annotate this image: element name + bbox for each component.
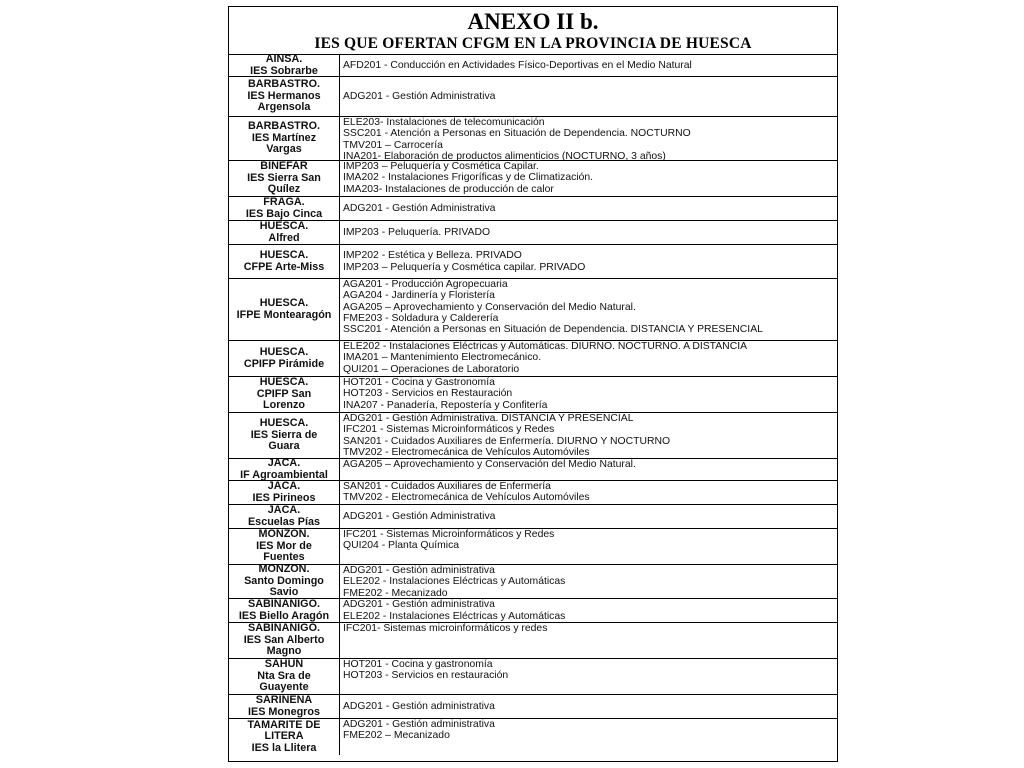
school-location-line: IES la Llitera	[251, 741, 317, 754]
course-item: TMV202 - Electromecánica de Vehículos Automóviles	[343, 492, 590, 504]
course-item: ADG201 - Gestión administrativa	[343, 719, 495, 730]
course-list-cell	[340, 55, 837, 76]
school-location-cell	[229, 55, 340, 76]
school-location-line: CPIFP Pirámide	[243, 357, 325, 370]
school-location-line: Quílez	[267, 183, 301, 196]
school-location-line: Argensola	[257, 101, 311, 114]
school-location-line: IES Monegros	[248, 705, 320, 718]
school-location-line: Guayente	[259, 681, 309, 694]
school-location-line: IES Mor de	[256, 539, 312, 552]
course-list-cell	[340, 77, 837, 116]
course-item: IFC201 - Sistemas Microinformáticos y Redes	[343, 529, 555, 540]
school-location-line: HUESCA.	[259, 377, 309, 389]
course-item: IMA203- Instalaciones de producción de calor	[343, 183, 554, 195]
course-item: ADG201 - Gestión Administrativa	[343, 202, 496, 214]
course-item: ELE202 - Instalaciones Eléctricas y Automáticas. DIURNO. NOCTURNO. A DISTANCIA	[343, 341, 748, 352]
course-list-cell	[340, 459, 837, 480]
course-item: ADG201 - Gestión administrativa	[343, 700, 495, 712]
table-row	[229, 623, 837, 659]
school-location-line: CPIFP San	[256, 387, 312, 400]
course-item: IFC201 - Sistemas Microinformáticos y Redes	[343, 424, 555, 436]
course-item: FME202 - Mecanizado	[343, 587, 448, 599]
school-location-cell	[229, 565, 340, 598]
school-location-cell	[229, 279, 340, 340]
school-location-line: SARIÑENA	[255, 695, 313, 707]
school-location-line: IES Pirineos	[252, 491, 316, 504]
school-location-line: IES Bajo Cinca	[245, 207, 323, 220]
course-list-cell	[340, 221, 837, 244]
school-location-line: Fuentes	[263, 551, 305, 564]
school-location-line: Nta Sra de	[257, 669, 311, 682]
school-location-line: IES Martínez	[251, 131, 317, 144]
table-row	[229, 565, 837, 599]
course-item: ADG201 - Gestión administrativa	[343, 599, 495, 611]
course-item: ELE203- Instalaciones de telecomunicación	[343, 117, 545, 128]
document-page	[228, 6, 838, 762]
school-location-cell	[229, 377, 340, 412]
school-location-line: TAMARITE DE	[247, 719, 321, 731]
course-item: SAN201 - Cuidados Auxiliares de Enfermería. DIURNO Y NOCTURNO	[343, 435, 671, 447]
schools-table	[229, 55, 837, 755]
school-location-cell	[229, 77, 340, 116]
course-item: IMP203 – Peluquería y Cosmética capilar. PRIVADO	[343, 261, 586, 273]
table-row	[229, 599, 837, 623]
document-header	[229, 7, 837, 55]
school-location-line: Magno	[266, 645, 302, 658]
course-item: IMA201 – Mantenimiento Electromecánico.	[343, 352, 542, 364]
school-location-line: HUESCA.	[259, 297, 309, 310]
school-location-cell	[229, 481, 340, 504]
course-item: SSC201 - Atención a Personas en Situación de Dependencia. DISTANCIA Y PRESENCIAL	[343, 324, 763, 336]
course-item: HOT201 - Cocina y Gastronomía	[343, 377, 495, 388]
course-list-cell	[340, 377, 837, 412]
course-list-cell	[340, 695, 837, 718]
course-list-cell	[340, 565, 837, 598]
school-location-line: Savio	[269, 586, 299, 599]
course-item: AGA205 – Aprovechamiento y Conservación del Medio Natural.	[343, 459, 636, 470]
table-row	[229, 529, 837, 565]
school-location-line: HUESCA.	[259, 417, 309, 430]
course-item: AGA204 - Jardinería y Floristería	[343, 290, 495, 302]
school-location-line: SABIÑANIGO.	[248, 599, 320, 611]
table-row	[229, 481, 837, 505]
school-location-line: Alfred	[268, 231, 300, 244]
course-item: IMA202 - Instalaciones Frigoríficas y de Climatización.	[343, 172, 594, 184]
course-item: INA201- Elaboración de productos alimenticios (NOCTURNO, 3 años)	[343, 150, 666, 161]
school-location-cell	[229, 529, 340, 564]
course-item: ADG201 - Gestión Administrativa	[343, 510, 496, 522]
course-item: IFC201- Sistemas microinformáticos y redes	[343, 623, 548, 634]
school-location-line: SABIÑANIGO.	[248, 623, 320, 635]
course-item: AFD201 - Conducción en Actividades Físico-Deportivas en el Medio Natural	[343, 59, 692, 71]
school-location-cell	[229, 459, 340, 480]
course-item: IMP203 – Peluquería y Cosmética Capilar.	[343, 161, 539, 172]
school-location-line: MONZON.	[258, 565, 310, 576]
course-list-cell	[340, 719, 837, 755]
course-item: IMP202 - Estética y Belleza. PRIVADO	[343, 250, 522, 262]
course-item: ADG201 - Gestión Administrativa	[343, 90, 496, 102]
school-location-cell	[229, 245, 340, 278]
table-row	[229, 77, 837, 117]
course-list-cell	[340, 117, 837, 160]
course-item: HOT201 - Cocina y gastronomía	[343, 659, 493, 670]
table-row	[229, 55, 837, 77]
school-location-line: Santo Domingo	[244, 574, 324, 587]
table-row	[229, 221, 837, 245]
course-list-cell	[340, 505, 837, 528]
school-location-line: SAHUN	[264, 659, 304, 671]
school-location-line: JACA.	[267, 481, 301, 493]
table-row	[229, 659, 837, 695]
course-item: SSC201 - Atención a Personas en Situación de Dependencia. NOCTURNO	[343, 128, 691, 140]
course-item: IMP203 - Peluquería. PRIVADO	[343, 226, 491, 238]
school-location-cell	[229, 161, 340, 196]
school-location-line: FRAGA.	[263, 197, 305, 209]
school-location-line: HUESCA.	[259, 249, 309, 262]
school-location-line: JACA.	[267, 505, 301, 517]
school-location-line: IES San Alberto	[243, 633, 325, 646]
school-location-cell	[229, 117, 340, 160]
school-location-line: AINSA.	[265, 55, 303, 66]
table-row	[229, 197, 837, 221]
school-location-line: IF Agroambiental	[240, 468, 328, 481]
table-row	[229, 245, 837, 279]
course-item: HOT203 - Servicios en Restauración	[343, 388, 513, 400]
school-location-cell	[229, 599, 340, 622]
course-list-cell	[340, 341, 837, 376]
school-location-line: JACA.	[267, 459, 301, 470]
school-location-cell	[229, 695, 340, 718]
course-item: QUI201 – Operaciones de Laboratorio	[343, 363, 520, 375]
school-location-cell	[229, 719, 340, 755]
course-item: AGA201 - Producción Agropecuaria	[343, 279, 508, 290]
school-location-line: HUESCA.	[259, 346, 309, 359]
school-location-line: BINÉFAR	[260, 161, 308, 173]
school-location-line: LITERA	[264, 730, 304, 743]
school-location-line: IES Biello Aragón	[238, 609, 330, 622]
course-list-cell	[340, 245, 837, 278]
school-location-line: IFPE Montearagón	[236, 308, 332, 321]
course-list-cell	[340, 623, 837, 658]
course-list-cell	[340, 161, 837, 196]
school-location-cell	[229, 659, 340, 694]
table-row	[229, 161, 837, 197]
table-row	[229, 117, 837, 161]
course-item: INA207 - Panadería, Repostería y Confitería	[343, 399, 548, 411]
table-row	[229, 341, 837, 377]
school-location-line: IES Sobrarbe	[250, 64, 318, 77]
school-location-line: IES Sierra San	[247, 171, 321, 184]
school-location-line: Lorenzo	[263, 399, 305, 412]
school-location-line: BARBASTRO.	[248, 78, 320, 91]
course-item: AGA205 – Aprovechamiento y Conservación del Medio Natural.	[343, 301, 636, 313]
course-item: ELE202 - Instalaciones Eléctricas y Automáticas	[343, 576, 566, 588]
document-subtitle: IES QUE OFERTAN CFGM EN LA PROVINCIA DE HUESCA	[314, 35, 752, 52]
course-item: ELE202 - Instalaciones Eléctricas y Automáticas	[343, 610, 566, 622]
course-item: FME203 - Soldadura y Calderería	[343, 312, 499, 324]
course-item: ADG201 - Gestión Administrativa. DISTANCIA Y PRESENCIAL	[343, 413, 634, 424]
school-location-line: Vargas	[266, 143, 302, 156]
school-location-line: Guara	[268, 440, 300, 453]
course-list-cell	[340, 529, 837, 564]
table-row	[229, 413, 837, 459]
course-list-cell	[340, 279, 837, 340]
school-location-cell	[229, 505, 340, 528]
school-location-line: MONZON.	[258, 529, 310, 541]
course-item: SAN201 - Cuidados Auxiliares de Enfermería	[343, 481, 551, 492]
school-location-line: IES Hermanos	[247, 89, 321, 102]
school-location-line: BARBASTRO.	[248, 120, 320, 133]
course-item: TMV202 - Electromecánica de Vehículos Automóviles	[343, 446, 590, 458]
school-location-cell	[229, 413, 340, 458]
school-location-cell	[229, 197, 340, 220]
table-row	[229, 505, 837, 529]
course-item: ADG201 - Gestión administrativa	[343, 565, 495, 576]
table-row	[229, 459, 837, 481]
school-location-line: Escuelas Pías	[247, 515, 321, 528]
table-row	[229, 719, 837, 755]
school-location-line: IES Sierra de	[250, 428, 318, 441]
course-list-cell	[340, 599, 837, 622]
school-location-line: HUESCA.	[259, 221, 309, 233]
course-list-cell	[340, 481, 837, 504]
course-list-cell	[340, 197, 837, 220]
course-item: HOT203 - Servicios en restauración	[343, 670, 509, 682]
school-location-cell	[229, 623, 340, 658]
document-title: ANEXO II b.	[467, 9, 599, 34]
school-location-cell	[229, 221, 340, 244]
table-row	[229, 695, 837, 719]
course-item: FME202 – Mecanizado	[343, 730, 450, 742]
course-item: TMV201 – Carrocería	[343, 139, 443, 151]
table-row	[229, 279, 837, 341]
school-location-line: CFPE Arte-Miss	[243, 260, 325, 273]
course-list-cell	[340, 659, 837, 694]
course-item: QUI204 - Planta Química	[343, 540, 460, 552]
course-list-cell	[340, 413, 837, 458]
table-row	[229, 377, 837, 413]
school-location-cell	[229, 341, 340, 376]
